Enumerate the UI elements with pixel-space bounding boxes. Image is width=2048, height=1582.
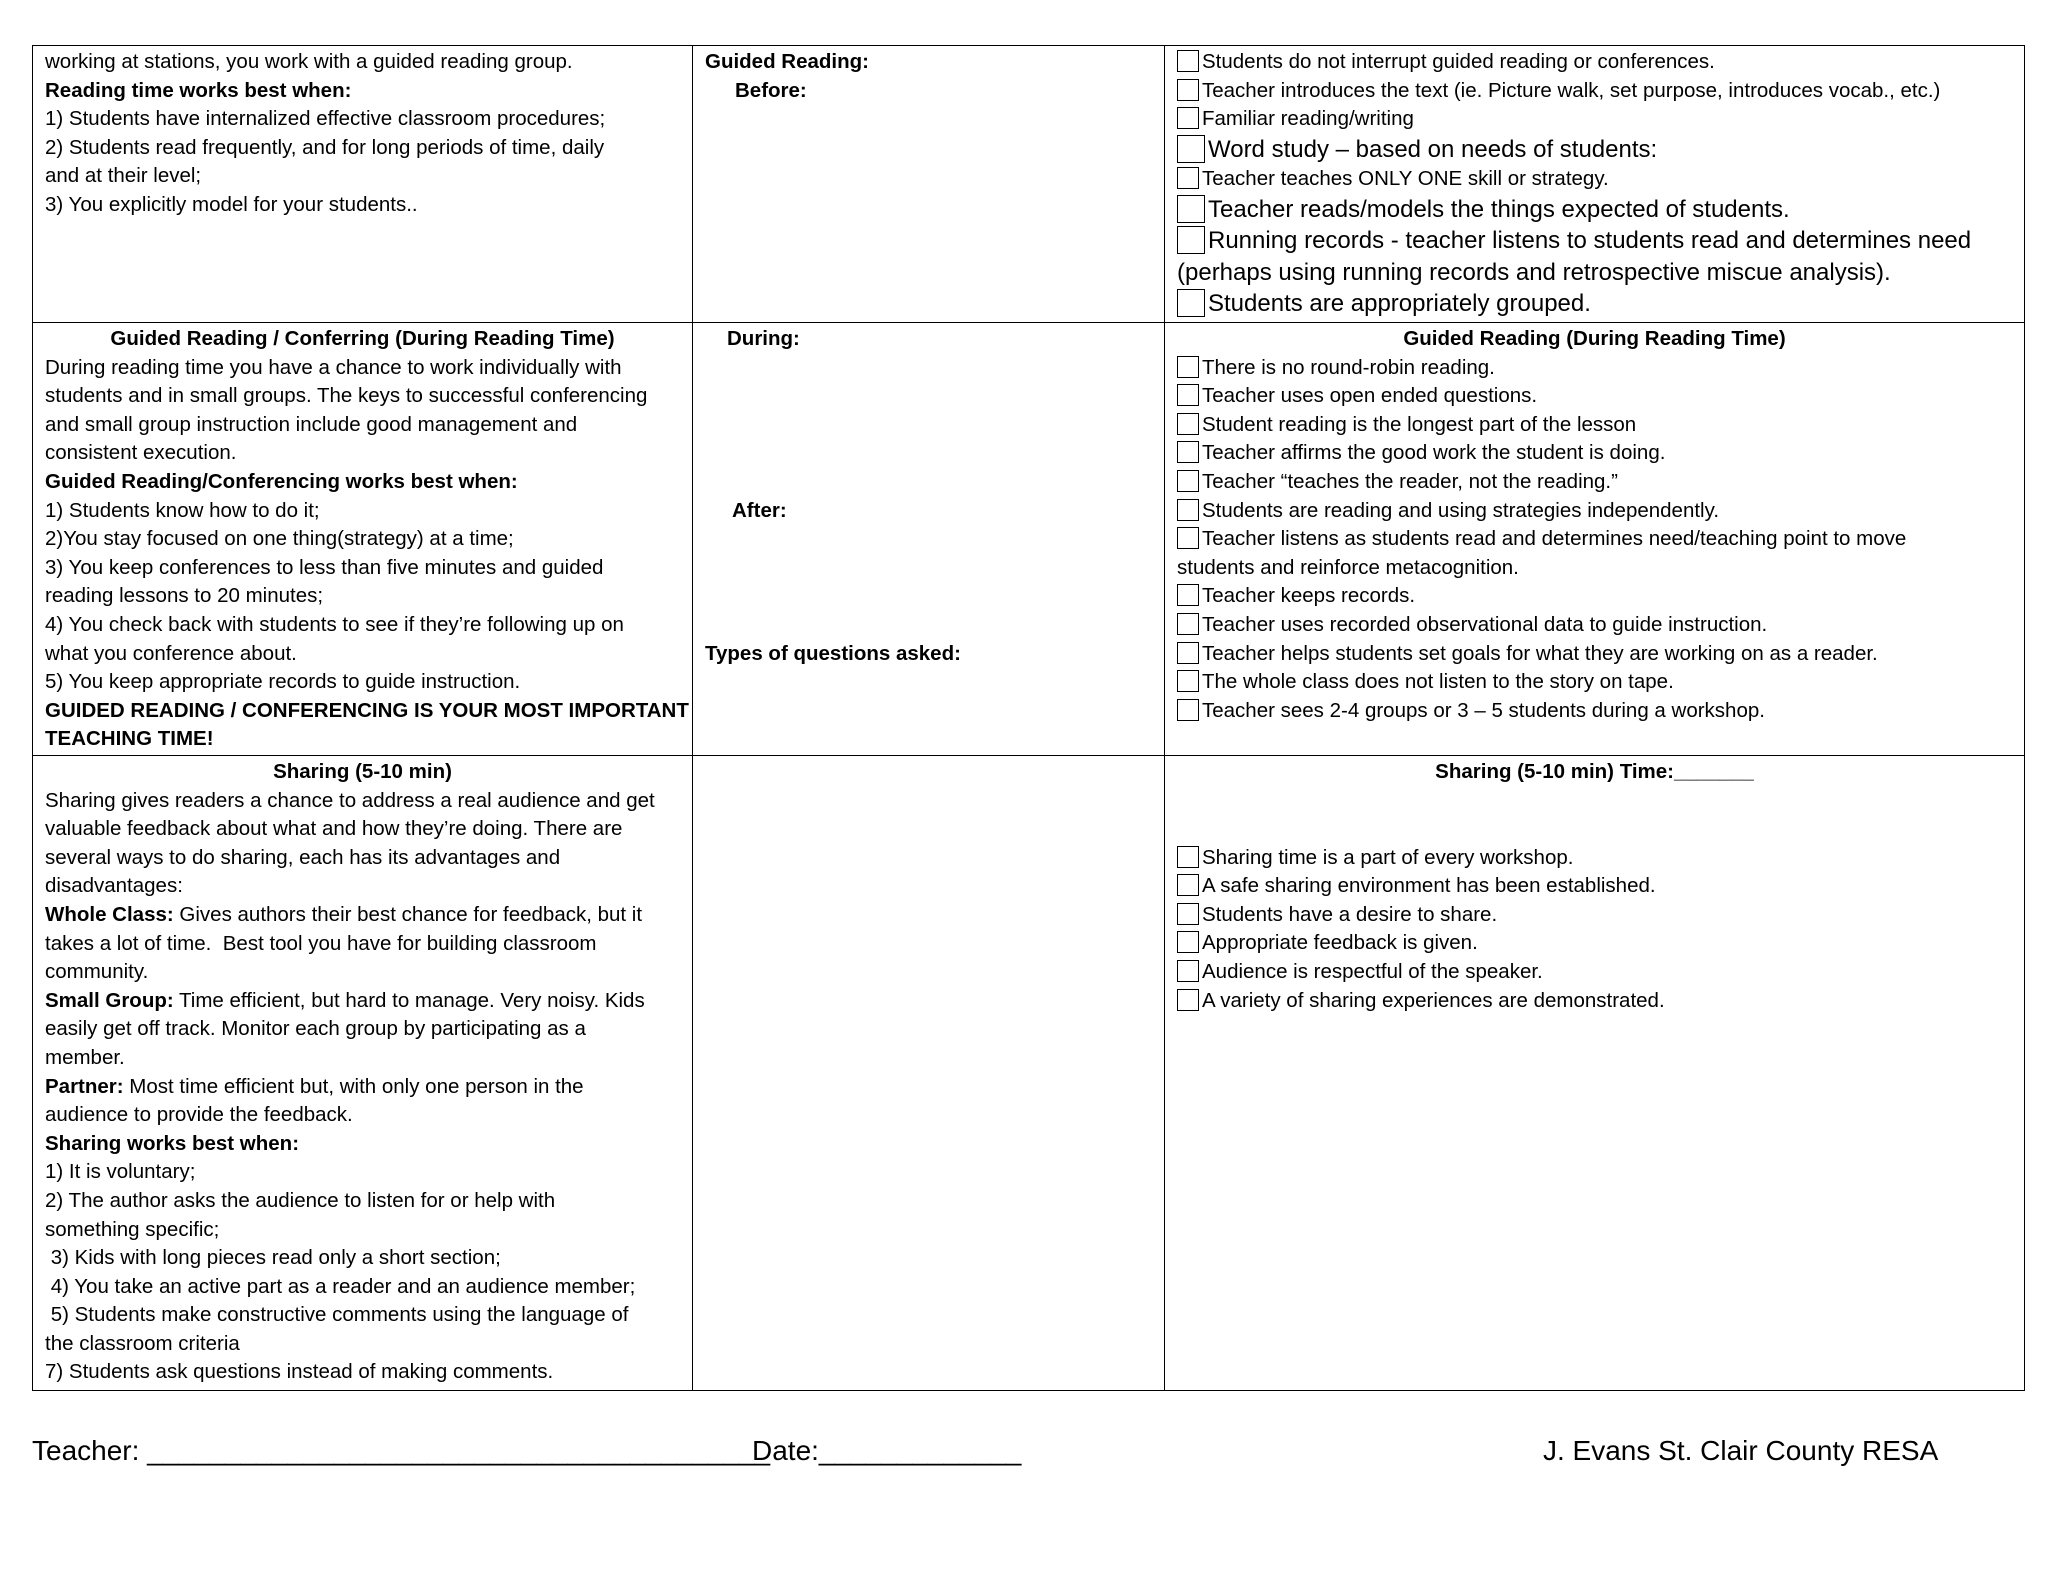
note-text: several ways to do sharing, each has its advantages and bbox=[45, 845, 561, 869]
note-text: the classroom criteria bbox=[45, 1331, 240, 1355]
note-line bbox=[45, 844, 680, 873]
checklist-text: Teacher keeps records. bbox=[1202, 584, 1416, 608]
note-line bbox=[45, 901, 680, 930]
checkbox-icon[interactable] bbox=[1177, 960, 1199, 982]
checklist-item bbox=[1177, 554, 2012, 583]
note-text: 1) It is voluntary; bbox=[45, 1160, 196, 1184]
checklist-item bbox=[1177, 582, 2012, 611]
note-text: Sharing gives readers a chance to address a real audience and get bbox=[45, 788, 655, 812]
checklist-text: Teacher “teaches the reader, not the reading.” bbox=[1202, 469, 1618, 493]
checklist-text: Teacher affirms the good work the student is doing. bbox=[1202, 441, 1666, 465]
note-line bbox=[45, 930, 680, 959]
note-text: 2) The author asks the audience to listen for or help with bbox=[45, 1188, 556, 1212]
checklist-text: Teacher teaches ONLY ONE skill or strategy. bbox=[1202, 167, 1609, 191]
note-heading: Whole Class: bbox=[45, 902, 174, 926]
checklist-item bbox=[1177, 411, 2012, 440]
note-text: Gives authors their best chance for feedback, but it bbox=[173, 902, 643, 926]
note-line: Reading time works best when: bbox=[45, 78, 352, 102]
checklist-item bbox=[1177, 48, 2012, 77]
note-line bbox=[45, 1187, 680, 1216]
note-line: 3) You explicitly model for your students.. bbox=[45, 192, 418, 216]
sharing-title: Sharing (5-10 min) bbox=[273, 760, 452, 783]
row-guided-reading bbox=[33, 46, 2025, 323]
note-line bbox=[45, 987, 680, 1016]
checkbox-icon[interactable] bbox=[1177, 195, 1205, 223]
checkbox-icon[interactable] bbox=[1177, 613, 1199, 635]
note-text: disadvantages: bbox=[45, 874, 183, 898]
note-text: 5) Students make constructive comments using the language of bbox=[45, 1303, 629, 1327]
checkbox-icon[interactable] bbox=[1177, 903, 1199, 925]
row2-stage-cell bbox=[693, 323, 1165, 756]
row1-notes bbox=[45, 48, 680, 220]
checkbox-icon[interactable] bbox=[1177, 874, 1199, 896]
checklist-item bbox=[1177, 439, 2012, 468]
row2-checklist bbox=[1177, 354, 2012, 726]
observation-table bbox=[32, 45, 2025, 1391]
during-reading-title: Guided Reading (During Reading Time) bbox=[1403, 327, 1786, 350]
checkbox-icon[interactable] bbox=[1177, 699, 1199, 721]
note-line: students and in small groups. The keys to successful conferencing bbox=[45, 384, 648, 408]
note-heading: Small Group: bbox=[45, 988, 174, 1012]
note-line: what you conference about. bbox=[45, 641, 297, 665]
checklist-text: Word study – based on needs of students: bbox=[1208, 135, 1658, 163]
row2-notes bbox=[45, 354, 689, 754]
note-line: 5) You keep appropriate records to guide instruction. bbox=[45, 670, 521, 694]
checklist-text: Running records - teacher listens to students read and determines need bbox=[1208, 227, 1972, 255]
note-line: 2)You stay focused on one thing(strategy) at a time; bbox=[45, 527, 514, 551]
note-text: 4) You take an active part as a reader and an audience member; bbox=[45, 1274, 636, 1298]
note-heading: Partner: bbox=[45, 1074, 124, 1098]
checklist-text: Teacher reads/models the things expected of students. bbox=[1208, 195, 1790, 223]
checklist-item bbox=[1177, 165, 2012, 194]
row2-notes-cell bbox=[33, 323, 693, 756]
note-line: consistent execution. bbox=[45, 441, 237, 465]
note-line bbox=[45, 1015, 680, 1044]
note-line bbox=[45, 1358, 680, 1387]
row1-notes-cell bbox=[33, 46, 693, 323]
checklist-text: Students are appropriately grouped. bbox=[1208, 290, 1591, 318]
checklist-item bbox=[1177, 134, 2012, 166]
checkbox-icon[interactable] bbox=[1177, 499, 1199, 521]
checklist-item bbox=[1177, 640, 2012, 669]
checklist-item bbox=[1177, 958, 2012, 987]
note-line: and small group instruction include good management and bbox=[45, 412, 578, 436]
note-line: During reading time you have a chance to work individually with bbox=[45, 355, 622, 379]
credit-text: J. Evans St. Clair County RESA bbox=[1543, 1435, 1939, 1466]
sharing-time-title: Sharing (5-10 min) Time:_______ bbox=[1435, 760, 1754, 783]
checkbox-icon[interactable] bbox=[1177, 584, 1199, 606]
checklist-text: students and reinforce metacognition. bbox=[1177, 555, 1519, 579]
note-text: 3) Kids with long pieces read only a short section; bbox=[45, 1246, 501, 1270]
checklist-text: A variety of sharing experiences are demonstrated. bbox=[1202, 988, 1665, 1012]
during-label: During: bbox=[727, 327, 800, 350]
checklist-item bbox=[1177, 105, 2012, 134]
checkbox-icon[interactable] bbox=[1177, 356, 1199, 378]
checklist-text: Teacher listens as students read and determines need/teaching point to move bbox=[1202, 527, 1907, 551]
checklist-text: Students have a desire to share. bbox=[1202, 902, 1498, 926]
checkbox-icon[interactable] bbox=[1177, 384, 1199, 406]
row-during-reading bbox=[33, 323, 2025, 756]
checkbox-icon[interactable] bbox=[1177, 846, 1199, 868]
row1-checklist bbox=[1177, 48, 2012, 320]
checklist-item bbox=[1177, 611, 2012, 640]
row1-checklist-cell bbox=[1165, 46, 2025, 323]
checkbox-icon[interactable] bbox=[1177, 50, 1199, 72]
checkbox-icon[interactable] bbox=[1177, 670, 1199, 692]
row2-checklist-cell bbox=[1165, 323, 2025, 756]
guided-reading-label: Guided Reading: bbox=[705, 50, 869, 73]
checklist-item bbox=[1177, 844, 2012, 873]
checklist-item bbox=[1177, 468, 2012, 497]
checklist-text: Familiar reading/writing bbox=[1202, 107, 1414, 131]
note-line: and at their level; bbox=[45, 164, 202, 188]
note-line bbox=[45, 872, 680, 901]
row1-stage-cell bbox=[693, 46, 1165, 323]
row3-checklist-cell bbox=[1165, 756, 2025, 1391]
note-line bbox=[45, 815, 680, 844]
checkbox-icon[interactable] bbox=[1177, 107, 1199, 129]
after-label: After: bbox=[732, 498, 787, 522]
note-line bbox=[45, 1073, 680, 1102]
checklist-item bbox=[1177, 77, 2012, 106]
checklist-text: Sharing time is a part of every workshop. bbox=[1202, 845, 1574, 869]
note-heading: Sharing works best when: bbox=[45, 1131, 300, 1155]
checklist-item bbox=[1177, 194, 2012, 226]
checkbox-icon[interactable] bbox=[1177, 931, 1199, 953]
checklist-item bbox=[1177, 525, 2012, 554]
note-text: something specific; bbox=[45, 1217, 220, 1241]
checklist-text: (perhaps using running records and retrospective miscue analysis). bbox=[1177, 258, 1891, 286]
note-text: audience to provide the feedback. bbox=[45, 1103, 353, 1127]
checkbox-icon[interactable] bbox=[1177, 413, 1199, 435]
note-line: reading lessons to 20 minutes; bbox=[45, 584, 324, 608]
checklist-item bbox=[1177, 225, 2012, 257]
note-line bbox=[45, 1158, 680, 1187]
note-line bbox=[45, 958, 680, 987]
checkbox-icon[interactable] bbox=[1177, 441, 1199, 463]
note-line bbox=[45, 1244, 680, 1273]
note-text: community. bbox=[45, 960, 149, 984]
note-line: working at stations, you work with a guided reading group. bbox=[45, 50, 573, 73]
note-text: valuable feedback about what and how they’re doing. There are bbox=[45, 817, 623, 841]
checklist-item bbox=[1177, 288, 2012, 320]
checklist-item bbox=[1177, 497, 2012, 526]
note-line: 1) Students know how to do it; bbox=[45, 498, 320, 522]
question-types-label: Types of questions asked: bbox=[705, 642, 961, 666]
note-text: Time efficient, but hard to manage. Very noisy. Kids bbox=[173, 988, 645, 1012]
note-line: 4) You check back with students to see if they’re following up on bbox=[45, 612, 624, 636]
checklist-item bbox=[1177, 872, 2012, 901]
checkbox-icon[interactable] bbox=[1177, 527, 1199, 549]
checklist-text: There is no round-robin reading. bbox=[1202, 355, 1495, 379]
date-field: Date:_____________ bbox=[752, 1435, 1022, 1466]
checklist-text: Teacher uses recorded observational data to guide instruction. bbox=[1202, 612, 1768, 636]
note-line bbox=[45, 1044, 680, 1073]
checkbox-icon[interactable] bbox=[1177, 470, 1199, 492]
note-text: 7) Students ask questions instead of making comments. bbox=[45, 1360, 554, 1384]
row3-checklist bbox=[1177, 844, 2012, 1016]
checkbox-icon[interactable] bbox=[1177, 289, 1205, 317]
checklist-item bbox=[1177, 257, 2012, 289]
checkbox-icon[interactable] bbox=[1177, 79, 1199, 101]
checklist-text: Teacher introduces the text (ie. Picture walk, set purpose, introduces vocab., etc.) bbox=[1202, 78, 1941, 102]
checklist-text: Students are reading and using strategies independently. bbox=[1202, 498, 1720, 522]
checklist-text: A safe sharing environment has been established. bbox=[1202, 874, 1656, 898]
checkbox-icon[interactable] bbox=[1177, 167, 1199, 189]
note-line bbox=[45, 1216, 680, 1245]
checklist-text: Student reading is the longest part of the lesson bbox=[1202, 412, 1637, 436]
row3-notes-cell bbox=[33, 756, 693, 1391]
note-line: TEACHING TIME! bbox=[45, 727, 214, 751]
note-line bbox=[45, 1273, 680, 1302]
note-line bbox=[45, 787, 680, 816]
checklist-text: Teacher helps students set goals for what they are working on as a reader. bbox=[1202, 641, 1878, 665]
checklist-item bbox=[1177, 929, 2012, 958]
note-line bbox=[45, 1130, 680, 1159]
note-line: 2) Students read frequently, and for long periods of time, daily bbox=[45, 135, 605, 159]
checklist-text: Audience is respectful of the speaker. bbox=[1202, 959, 1543, 983]
checklist-item bbox=[1177, 382, 2012, 411]
note-line: 3) You keep conferences to less than five minutes and guided bbox=[45, 555, 604, 579]
note-line bbox=[45, 1330, 680, 1359]
checklist-text: Teacher sees 2-4 groups or 3 – 5 students during a workshop. bbox=[1202, 698, 1765, 722]
checkbox-icon[interactable] bbox=[1177, 135, 1205, 163]
checklist-text: Teacher uses open ended questions. bbox=[1202, 384, 1538, 408]
checklist-text: The whole class does not listen to the story on tape. bbox=[1202, 670, 1674, 694]
note-line bbox=[45, 1301, 680, 1330]
checklist-text: Students do not interrupt guided reading or conferences. bbox=[1202, 50, 1715, 73]
row-sharing bbox=[33, 756, 2025, 1391]
note-line: 1) Students have internalized effective classroom procedures; bbox=[45, 107, 606, 131]
note-line: GUIDED READING / CONFERENCING IS YOUR MOST IMPORTANT bbox=[45, 698, 689, 722]
checkbox-icon[interactable] bbox=[1177, 226, 1205, 254]
teacher-field: Teacher: ________________________________________ bbox=[32, 1435, 771, 1466]
checklist-item bbox=[1177, 901, 2012, 930]
before-label: Before: bbox=[735, 78, 807, 102]
checklist-item bbox=[1177, 668, 2012, 697]
note-text: easily get off track. Monitor each group by participating as a bbox=[45, 1017, 586, 1041]
checkbox-icon[interactable] bbox=[1177, 642, 1199, 664]
row3-stage-cell bbox=[693, 756, 1165, 1391]
checklist-item bbox=[1177, 697, 2012, 726]
note-line bbox=[45, 1101, 680, 1130]
note-text: takes a lot of time. Best tool you have for building classroom bbox=[45, 931, 597, 955]
conferring-title: Guided Reading / Conferring (During Reading Time) bbox=[110, 327, 615, 350]
checkbox-icon[interactable] bbox=[1177, 989, 1199, 1011]
checklist-text: Appropriate feedback is given. bbox=[1202, 931, 1478, 955]
checklist-item bbox=[1177, 354, 2012, 383]
row3-notes bbox=[45, 787, 680, 1387]
note-text: member. bbox=[45, 1045, 125, 1069]
checklist-item bbox=[1177, 987, 2012, 1016]
note-text: Most time efficient but, with only one person in the bbox=[123, 1074, 584, 1098]
note-line: Guided Reading/Conferencing works best when: bbox=[45, 469, 518, 493]
